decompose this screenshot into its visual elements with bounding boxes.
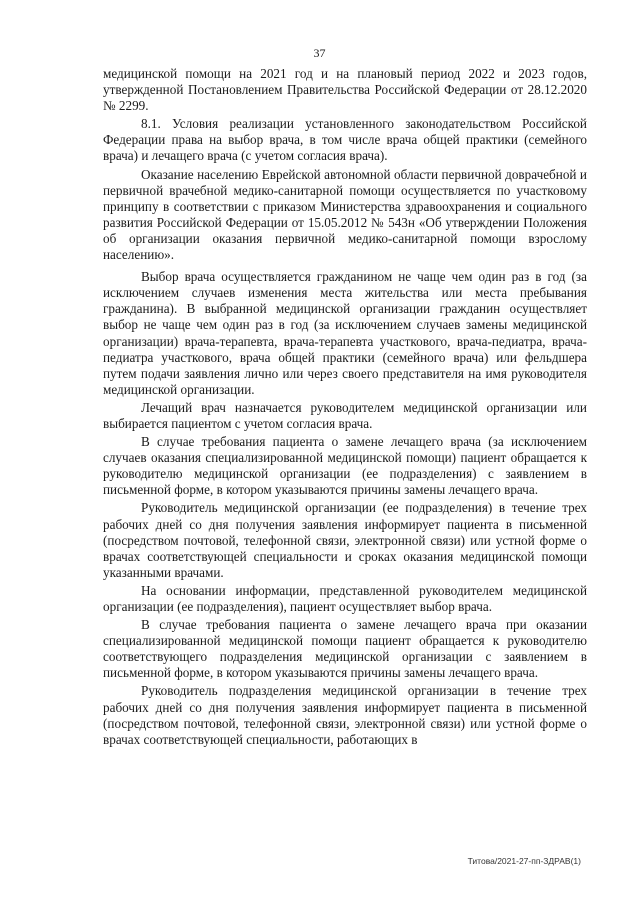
paragraph: Руководитель подразделения медицинской организации в течение трех рабочих дней со дня получения заявления информирует пациента в письменной (посредством почтовой, телефонной связи, электронной связи) или устной форме о врачах соответствующей специальности, работающих в <box>103 683 587 747</box>
paragraph: Оказание населению Еврейской автономной области первичной доврачебной и первичной врачебной медико-санитарной помощи осуществляется по участковому принципу в соответствии с приказом Министерства здравоохранения и социального развития Российской Федерации от 15.05.2012 № 543н «Об утверждении Положения об организации оказания первичной медико-санитарной помощи взрослому населению». <box>103 166 587 263</box>
paragraph: В случае требования пациента о замене лечащего врача при оказании специализированной медицинской помощи пациент обращается к руководителю соответствующего подразделения медицинской организации с заявлением в письменной форме, в котором указываются причины замены лечащего врача. <box>103 617 587 681</box>
paragraph: Выбор врача осуществляется гражданином не чаще чем один раз в год (за исключением случаев изменения места жительства или места пребывания гражданина). В выбранной медицинской организации гражданин осуществляет выбор не чаще чем один раз в год (за исключением случаев замены медицинской организации) врача-терапевта, врача-терапевта участкового, врача-педиатра, врача-педиатра участкового, врача общей практики (семейного врача) или фельдшера путем подачи заявления лично или через своего представителя на имя руководителя медицинской организации. <box>103 269 587 397</box>
paragraph: Лечащий врач назначается руководителем медицинской организации или выбирается пациентом с учетом согласия врача. <box>103 399 587 431</box>
paragraph: медицинской помощи на 2021 год и на плановый период 2022 и 2023 годов, утвержденной Постановлением Правительства Российской Федерации от 28.12.2020 № 2299. <box>103 66 587 114</box>
document-footer-id: Титова/2021-27-пп-ЗДРАВ(1) <box>467 856 581 866</box>
paragraph: 8.1. Условия реализации установленного законодательством Российской Федерации права на выбор врача, в том числе врача общей практики (семейного врача) и лечащего врача (с учетом согласия врача). <box>103 116 587 164</box>
paragraph: Руководитель медицинской организации (ее подразделения) в течение трех рабочих дней со дня получения заявления информирует пациента в письменной (посредством почтовой, телефонной связи, электронной связи) или устной форме о врачах соответствующей специальности и сроках оказания медицинской помощи указанными врачами. <box>103 500 587 580</box>
document-body <box>103 66 587 750</box>
page-number: 37 <box>313 46 326 60</box>
paragraph: В случае требования пациента о замене лечащего врача (за исключением случаев оказания специализированной медицинской помощи) пациент обращается к руководителю медицинской организации (ее подразделения) с заявлением в письменной форме, в котором указываются причины замены лечащего врача. <box>103 434 587 498</box>
paragraph: На основании информации, представленной руководителем медицинской организации (ее подразделения), пациент осуществляет выбор врача. <box>103 582 587 614</box>
